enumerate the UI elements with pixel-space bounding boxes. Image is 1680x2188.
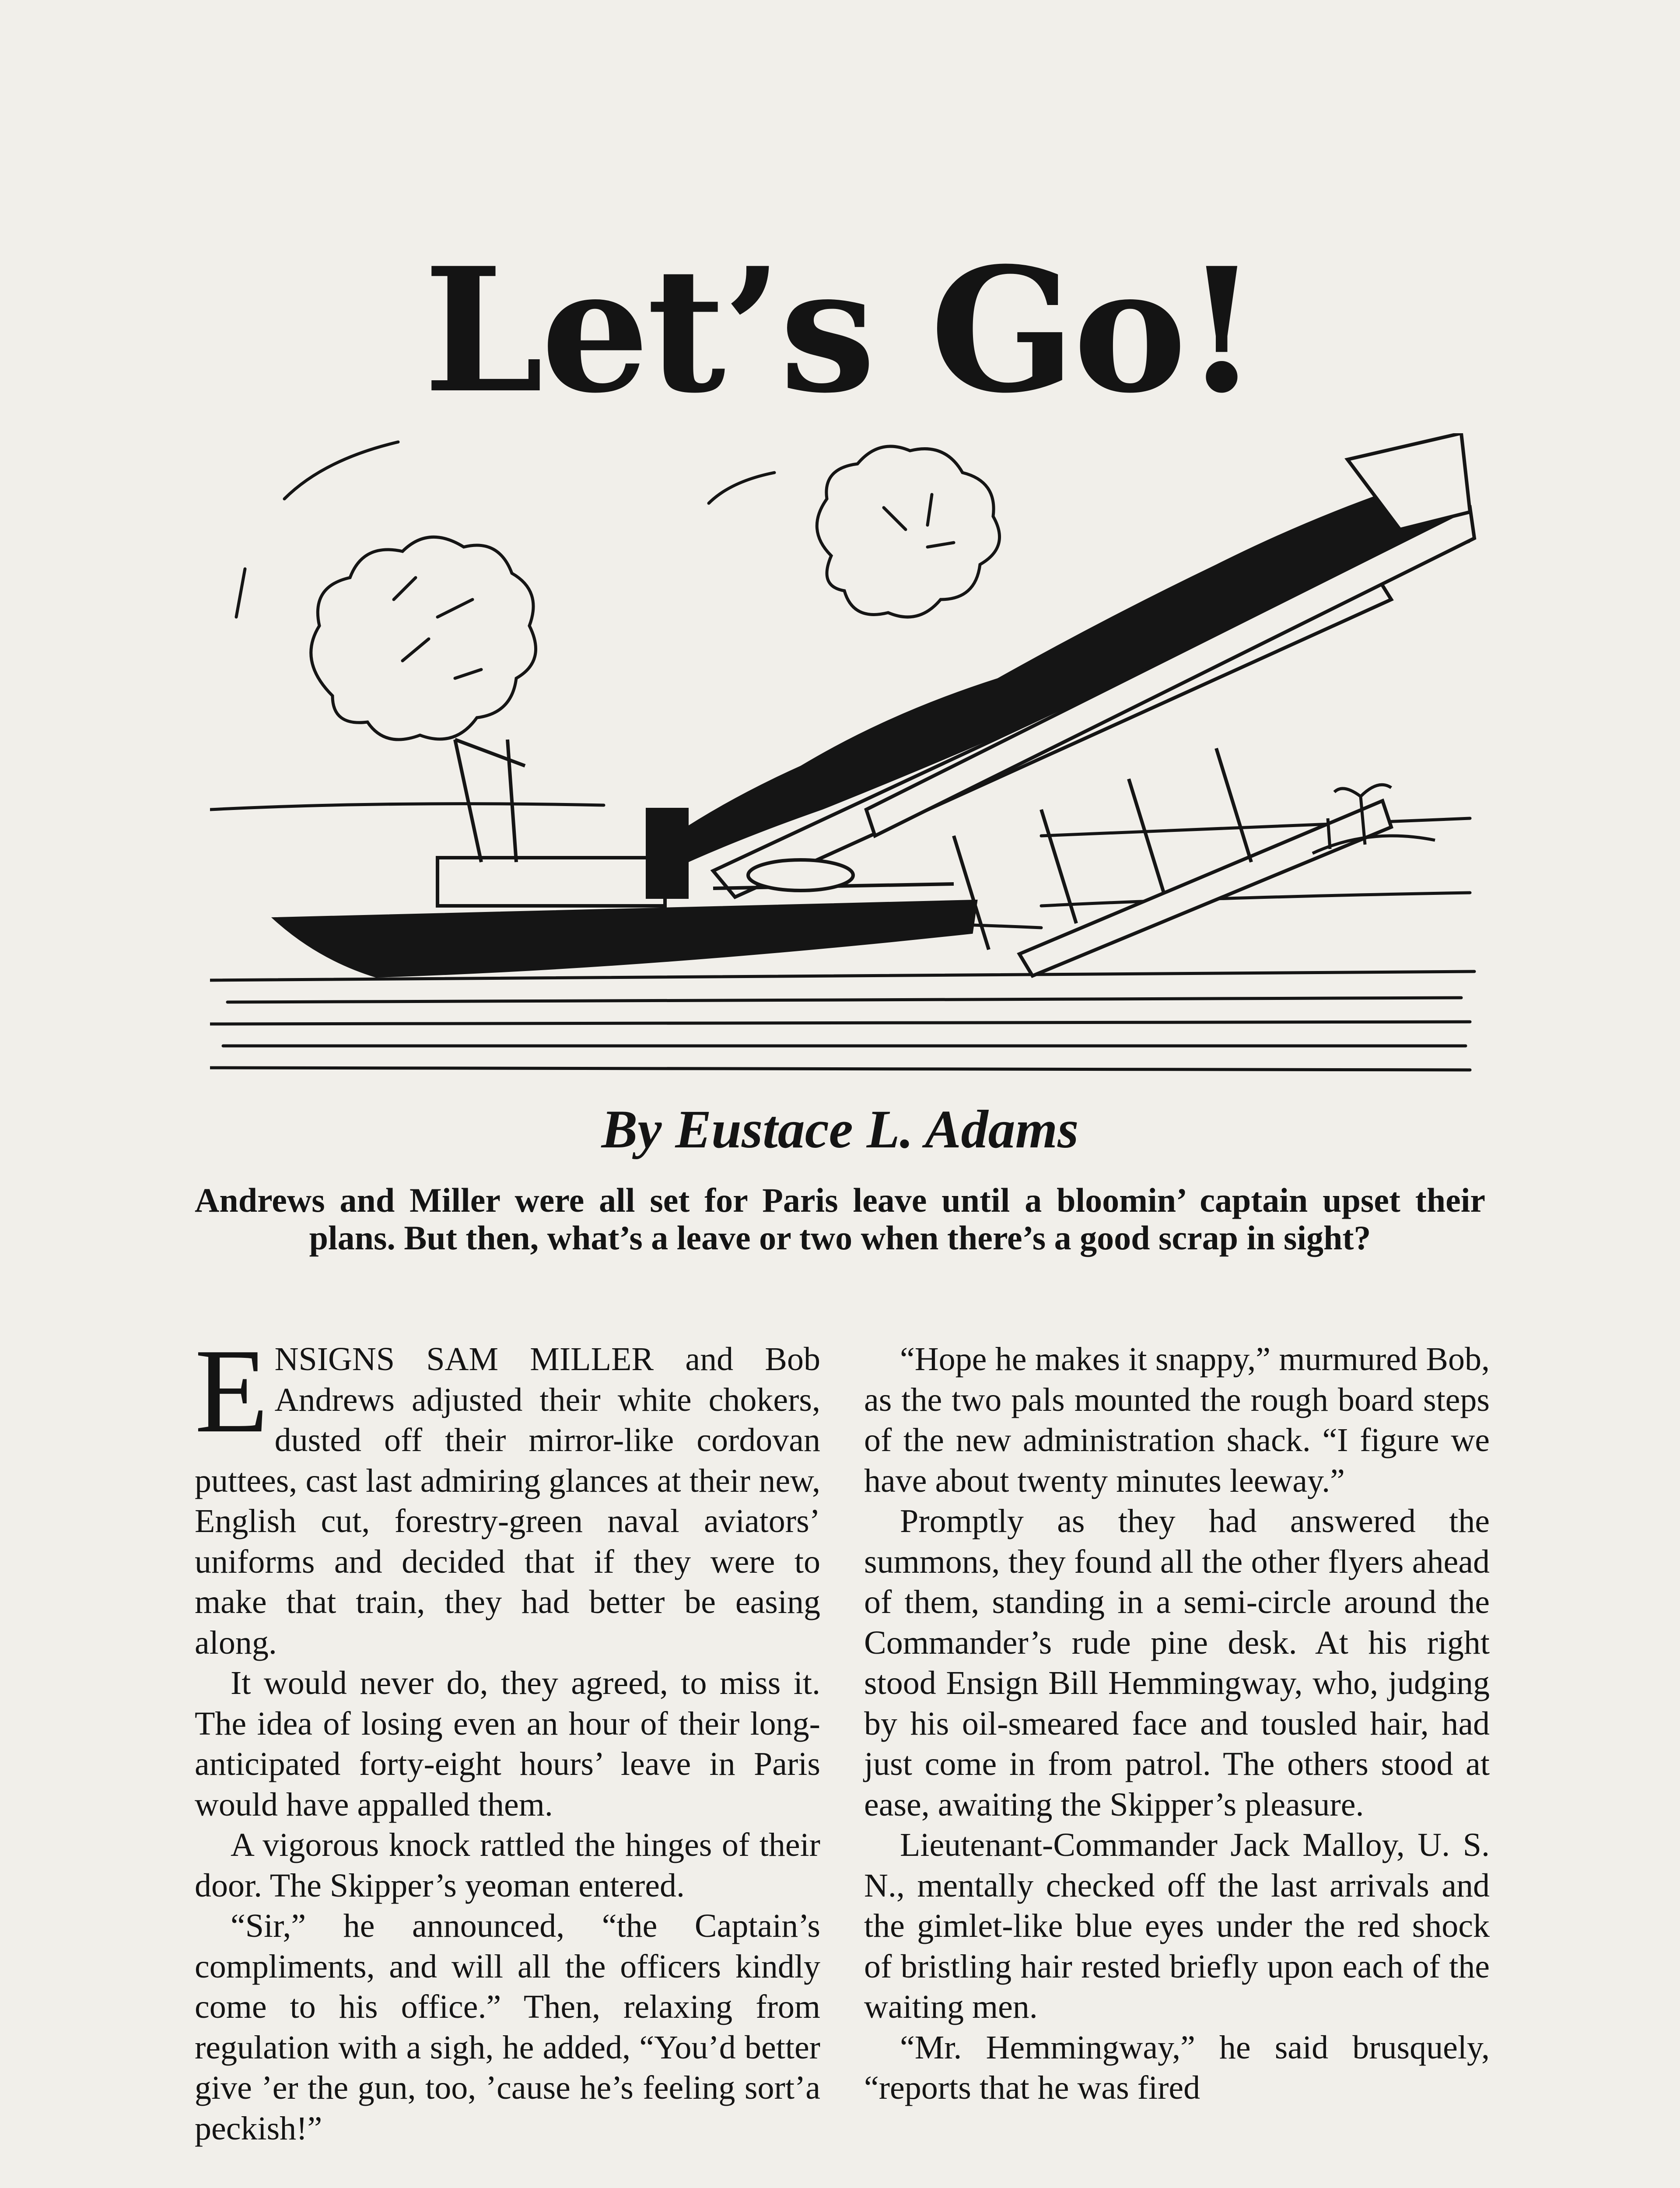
paragraph: “Hope he makes it snappy,” murmured Bob, as the two pals mounted the rough board steps of the new administration shack. “I figure we have about twenty minutes leeway.” (864, 1341, 1490, 1499)
paragraph-text: NSIGNS SAM MILLER and Bob Andrews adjusted their white chokers, dusted off their mirror-like cordovan puttees, cast last admiring glances at their new, English cut, forestry-green naval aviators’ uniforms and decided that if they were to make that train, they had better be easing along. (195, 1341, 820, 1661)
article-deck: Andrews and Miller were all set for Paris leave until a bloomin’ captain upset their plans. But then, what’s a leave or two when there’s a good scrap in sight? (195, 1181, 1485, 1257)
drop-cap: E (195, 1324, 269, 1458)
paragraph: A vigorous knock rattled the hinges of their door. The Skipper’s yeoman entered. (195, 1827, 820, 1904)
paragraph: “Sir,” he announced, “the Captain’s compliments, and will all the officers kindly come to his office.” Then, relaxing from regulation with a sigh, he added, “You’d better give ’er the gun, too, ’cause he’s feeling sort’a peckish!” (195, 1907, 820, 2147)
seaplane-attack-illustration (210, 433, 1479, 1094)
right-column (864, 1339, 1490, 2108)
paragraph: “Mr. Hemmingway,” he said brusquely, “reports that he was fired (864, 2029, 1490, 2106)
byline: By Eustace L. Adams (601, 1099, 1079, 1159)
paragraph: Promptly as they had answered the summons, they found all the other flyers ahead of them, standing in a semi-circle around the Commander’s rude pine desk. At his right stood Ensign Bill Hemmingway, who, judging by his oil-smeared face and tousled hair, had just come in from patrol. The others stood at ease, awaiting the Skipper’s pleasure. (864, 1503, 1490, 1823)
left-column (195, 1324, 820, 2149)
paragraph: It would never do, they agreed, to miss it. The idea of losing even an hour of their long-anticipated forty-eight hours’ leave in Paris would have appalled them. (195, 1665, 820, 1823)
paragraph (195, 1324, 820, 1663)
article-title: Let’s Go! (424, 230, 1256, 431)
paragraph: Lieutenant-Commander Jack Malloy, U. S. N., mentally checked off the last arrivals and the gimlet-like blue eyes under the red shock of bristling hair rested briefly upon each of the waiting men. (864, 1827, 1490, 2025)
